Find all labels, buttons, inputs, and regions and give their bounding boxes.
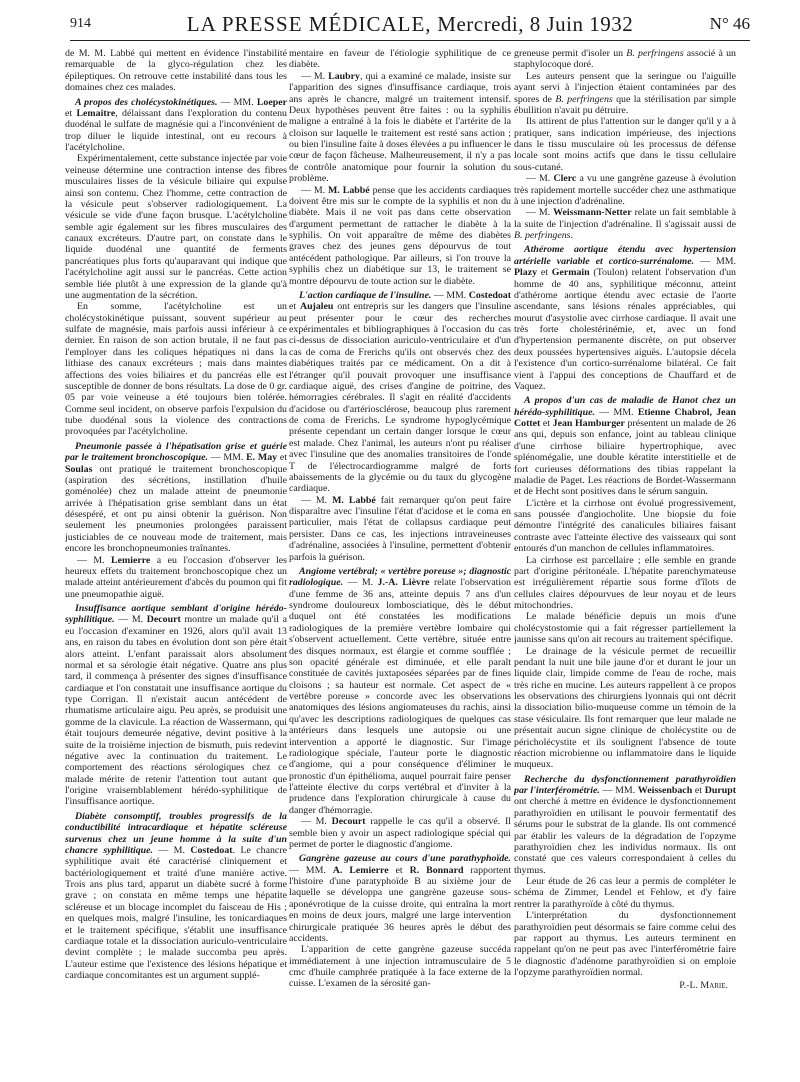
author-name: Weissmann-Netter	[553, 207, 632, 219]
author-name: Loeper	[256, 96, 287, 108]
body-text: (Toulon) relatent l'observation d'un homme de 40 ans, syphilitique méconnu, atteint d'athérome aortique étendu avec ectasie de l'aorte ascendante, sans lésions rénales appréciables, qui mourut d'asystolie avec cirrhose cardiaque. Il avait une très forte cholestérinémie, et, avec un fond d'hypertension permanente discrète, on put observer deux poussées hypertensives aiguës. L'autopsie décela l'existence d'un cortico-surrénalome bilatéral. Ce fait vient à l'appui des conceptions de Chauffard et de Vaquez.	[514, 267, 736, 392]
author-name: Etienne Chabrol, Jean Cottet	[514, 406, 736, 429]
header-rule	[70, 40, 750, 41]
author-name: Decourt	[331, 816, 366, 828]
report-title: Diabète consomptif, troubles progressifs de la conductibilité intracardiaque et hépatite scléreuse survenus chez un jeune homme à la suite d'un chancre syphilitique.	[65, 810, 287, 856]
paragraph	[65, 811, 287, 982]
issue-number: N° 46	[709, 14, 750, 33]
author-name: Lemierre	[111, 554, 151, 566]
paragraph	[289, 816, 511, 850]
body-text: L'apparition de cette gangrène gazeuse succéda immédiatement à une injection intramusculaire de 5 cmc d'huile camphrée pratiquée à la face externe de la cuisse. L'examen de la sérosité gan-	[289, 944, 511, 990]
column-2	[289, 48, 511, 1072]
body-text: et	[540, 418, 553, 429]
body-text: mentaire en faveur de l'étiologie syphilitique de ce diabète.	[289, 48, 511, 71]
body-text: — M.	[77, 554, 112, 566]
column-1	[65, 48, 287, 1072]
body-text: La cirrhose est parcellaire ; elle semble en grande part d'origine péritonéale. L'hépatite parenchymateuse est irrégulièrement répartie sous forme d'îlots de cellules claires dépourvues de leur noyau et de leurs mitochondries.	[514, 554, 736, 611]
body-text: — M.	[526, 207, 554, 219]
body-text: .	[570, 230, 573, 241]
body-text: associé à un staphylocoque doré.	[514, 48, 736, 71]
author-name: A. Lemierre	[332, 864, 389, 876]
paragraph	[514, 876, 736, 910]
report-title: Insuffisance aortique semblant d'origine hérédo-syphilitique.	[65, 603, 287, 626]
issue-date: Mercredi, 8 Juin 1932	[437, 12, 634, 36]
paragraph	[289, 944, 511, 990]
author-name: M. Labbé	[332, 494, 376, 506]
body-text: Ils attirent de plus l'attention sur le danger qu'il y a à pratiquer, sans indication impérieuse, des injections dans le tissu musculaire où les processus de défense locale sont moins actifs que dans le tissu cellulaire sous-cutané.	[514, 116, 736, 173]
paragraph	[514, 395, 736, 497]
paragraph	[65, 441, 287, 555]
body-text: — MM.	[289, 864, 333, 876]
author-name: Soulas	[65, 463, 93, 475]
paragraph	[65, 48, 287, 94]
body-text: L'interprétation du dysfonctionnement parathyroïdien peut désormais se faire comme celui des par rapport au thymus. Les auteurs terminent en rappelant qu'on ne peut pas avec l'interférométrie faire le diagnostic d'adénome parathyroïdien si on emploie l'opzyme parathyroïdien normal.	[514, 910, 736, 978]
body-text: P.-L. Marie.	[679, 980, 728, 992]
paragraph	[289, 48, 511, 71]
paragraph	[65, 153, 287, 301]
body-text: et	[388, 864, 410, 876]
body-text: , délaissant dans l'exploration du contenu duodénal le sulfate de magnésie qui a l'inconvénient de trop diluer le liquide intestinal, ont eu recours à l'acétylcholine.	[65, 107, 287, 153]
paragraph	[65, 555, 287, 601]
column-3	[514, 48, 736, 1072]
report-title: Athérome aortique étendu avec hypertension artérielle variable et cortico-surrénalome.	[514, 244, 736, 267]
author-name: R. Bonnard	[409, 864, 464, 876]
author-name: Decourt	[146, 614, 181, 626]
paragraph	[289, 185, 511, 287]
report-title: Recherche du dysfonctionnement parathyroïdien par l'interférométrie.	[514, 773, 736, 796]
body-text: — M.	[114, 614, 147, 626]
paragraph	[514, 116, 736, 173]
paragraph	[514, 611, 736, 645]
report-title: A propos des cholécystokinétiques.	[75, 96, 218, 108]
body-text: — M.	[152, 844, 191, 856]
paragraph	[289, 853, 511, 944]
paragraph	[514, 48, 736, 71]
author-name: Aujaleu	[299, 301, 334, 313]
species-name: B. perfringens	[514, 230, 571, 241]
body-text: — M.	[301, 70, 329, 82]
paragraph	[514, 244, 736, 392]
body-text: . Le chancre syphilitique avait été caractérisé cliniquement et bactériologiquement et traité d'une manière active. Trois ans plus tard, apparut un diabète sucré à forme grave ; on constata en même temps une hépatite scléreuse et un blocage incomplet du faisceau de His ; en quelques mois, malgré l'insuline, les tonicardiaques et le traitement spécifique, s'établit une insuffisance cardiaque totale et la dissociation auriculo-ventriculaire devint complète ; le malade succomba peu après. L'auteur estime que l'existence des lésions hépatique et cardiaque concomitantes est un argument supplé-	[65, 844, 287, 981]
paragraph	[514, 498, 736, 555]
author-name: Jean Hamburger	[552, 418, 625, 429]
report-title: L'action cardiaque de l'insuline.	[299, 289, 432, 301]
paragraph	[65, 301, 287, 438]
signature	[514, 980, 736, 991]
body-text: — M.	[526, 173, 554, 185]
body-text: fait remarquer qu'on peut faire disparaître avec l'insuline l'état d'acidose et le coma en particulier, mais l'état de collapsus cardiaque peut persister. Dans ce cas, les injections intraveineuses d'adrénaline, associées à l'insuline, permettent d'obtenir parfois la guérison.	[289, 494, 511, 563]
paragraph	[65, 603, 287, 808]
body-text: — MM.	[594, 406, 638, 418]
author-name: Germain	[551, 267, 590, 279]
page-number: 914	[70, 16, 91, 31]
body-text: montre un malade qu'il a eu l'occasion d'examiner en 1926, alors qu'il avait 13 ans, en raison du tabes en évolution dont son père était alors atteint. L'enfant paraissait alors absolument normal et sa sérologie était négative. Quatre ans plus tard, il commença à présenter des signes d'insuffisance cardiaque et l'on constatait une insuffisance aortique du type Corrigan. Il n'existait aucun antécédent de rhumatisme articulaire aigu. Peu après, se produisit une gomme de la clavicule. La réaction de Wassermann, qui était toujours demeurée négative, devint positive à la suite de la troisième injection de bismuth, puis redevint négative avec la continuation du traitement. Le comportement des réactions sérologiques chez ce malade mérite de retenir l'attention tout autant que l'origine vraisemblablement hérédo-syphilitique de l'insuffisance aortique.	[65, 614, 287, 808]
author-name: Weissenbach	[637, 785, 693, 796]
body-text: présentent un malade de 26 ans qui, depuis son enfance, joint au tableau clinique d'une cirrhose biliaire hypertrophique, avec splénomégalie, une double kératite interstitielle et de fort curieuses déformations des tibias rappelant la maladie de Paget. Les réactions de Bordet-Wassermann et de Hecht sont positives dans le sérum sanguin.	[514, 418, 736, 498]
body-text: a vu une gangrène gazeuse à évolution très rapidement mortelle succéder chez une asthmatique à une injection d'adrénaline.	[514, 173, 736, 207]
body-text: ont cherché à mettre en évidence le dysfonctionnement parathyroïdien en utilisant le pouvoir fermentatif des sérums pour le substrat de la glande. Ils ont commencé par établir les valeurs de la dégradation de l'opzyme parathyroïdien chez les individus normaux. Ils ont constaté que ces valeurs correspondaient à celles du thymus.	[514, 796, 736, 876]
body-text: Leur étude de 26 cas leur a permis de compléter le schéma de Zimmer, Lendel et Fehlow, et d'y faire rentrer la parathyroïde à côté du thymus.	[514, 876, 736, 910]
body-text: En somme, l'acétylcholine est un cholécystokinétique puissant, souvent supérieur au sulfate de magnésie, mais parfois aussi inférieur à ce dernier. En raison de son action brutale, il ne faut pas l'employer dans les coliques hépatiques ni dans la lithiase des canaux excréteurs ; mais dans maintes affections des voies biliaires et du pancréas elle est susceptible de donner de bons résultats. La dose de 0 gr. 05 par voie veineuse a été toujours bien tolérée. Comme seul incident, on observe parfois l'expulsion du tube duodénal sous la violence des contractions provoquées par l'acétylcholine.	[65, 301, 287, 438]
paragraph	[289, 71, 511, 185]
author-name: Costedoat	[468, 289, 511, 301]
author-name: J.-A. Lièvre	[377, 577, 430, 589]
author-name: M. Labbé	[328, 184, 370, 196]
body-text: et	[692, 785, 705, 796]
body-text: Les auteurs pensent que la seringue ou l'aiguille ayant servi à l'injection étaient contaminées par des spores de	[514, 70, 736, 105]
paragraph	[65, 97, 287, 154]
body-text: L'ictère et la cirrhose ont évolué progressivement, sans poussée d'angiocholite. Une biopsie du foie démontre l'intégrité des canalicules biliaires faisant contraste avec l'atteinte élective des vaisseaux qui sont entourés d'un manchon de cellules inflammatoires.	[514, 497, 736, 555]
report-title: A propos d'un cas de maladie de Hanot chez un hérédo-syphilitique.	[514, 395, 736, 418]
author-name: Costedoat	[190, 844, 233, 856]
paragraph	[514, 555, 736, 612]
body-text: ont entrepris sur les dangers que l'insuline peut présenter pour le cœur des recherches expérimentales et bibliographiques à l'occasion du cas ci-dessus de dissociation auriculo-ventriculaire et d'un cas de coma de Frerichs qu'ils ont observés chez des diabétiques traités par ce médicament. On a dit à l'étranger qu'il pouvait provoquer une insuffisance cardiaque aiguë, des crises d'angine de poitrine, des hémorragies cérébrales. Il s'agit en réalité d'accidents d'acidose ou d'artériosclérose, beaucoup plus rarement de coma de Frerichs. Le syndrome hypoglycémique présente cependant un certain danger lorsque le cœur est malade. Chez l'animal, les auteurs n'ont pu réaliser avec l'insuline que des anomalies transitoires de l'onde T de l'électrocardiogramme malgré de forts abaissements de la glycémie ou du taux du glycogène cardiaque.	[289, 301, 511, 495]
body-text: — MM.	[694, 255, 736, 267]
author-name: Laubry	[328, 70, 360, 82]
body-text: que la stérilisation par simple ébullition n'avait pu détruire.	[514, 93, 736, 116]
paragraph	[514, 646, 736, 771]
body-text: pense que les accidents cardiaques doivent être mis sur le compte de la syphilis et non du diabète. Mais il ne voit pas dans cette observation d'argument permettant de rattacher le diabète à la syphilis. On voit apparaître de même des diabètes graves chez des jeunes gens dépourvus de tout antécédent pathologique. Par ailleurs, si l'on trouve la syphilis chez un diabétique sur 13, le traitement se montre dépourvu de toute action sur le diabète.	[289, 184, 511, 287]
paragraph	[514, 910, 736, 978]
body-text: — MM.	[207, 452, 247, 464]
author-name: Clerc	[553, 173, 577, 185]
species-name: B. perfringens	[626, 48, 684, 59]
body-text: Expérimentalement, cette substance injectée par voie veineuse détermine une contraction intense des fibres musculaires lisses de la vésicule biliaire qui expulse ainsi son contenu. Chez l'homme, cette contraction de la vésicule peut s'observer radiologiquement. La vésicule se vide d'une façon brusque. L'acétylcholine semble agir également sur les fibres musculaires des canaux excréteurs. D'autre part, on constate dans le liquide duodénal une quantité de ferments pancréatiques plus forts qu'auparavant qui indique que l'acétylcholine agit aussi sur le pancréas. Cette action semble liée plutôt à une expression de la glande qu'à une augmentation de la sécrétion.	[65, 153, 287, 301]
body-text: — MM.	[431, 289, 469, 301]
paragraph	[514, 71, 736, 117]
body-text: greneuse permit d'isoler un	[514, 48, 627, 59]
body-text: et	[277, 452, 287, 464]
paragraph	[514, 173, 736, 207]
paragraph	[514, 207, 736, 241]
author-name: E. May	[246, 452, 278, 464]
body-text: a eu l'occasion d'observer les heureux effets du traitement bronchoscopique chez un malade atteint antérieurement d'abcès du poumon qui fit une pneumopathie aiguë.	[65, 554, 287, 600]
body-text: — M.	[301, 184, 329, 196]
body-text: de M. M. Labbé qui mettent en évidence l'instabilité remarquable de la glyco-régulation chez les épileptiques. On retrouve cette instabilité dans tous les domaines chez ces malades.	[65, 48, 287, 94]
running-header	[70, 12, 750, 38]
species-name: B. perfringens	[555, 93, 613, 105]
body-text: Le malade bénéficie depuis un mois d'une cholécystostomie qui a fait régresser partiellement la jaunisse sans qu'on ait recours au traitement spécifique.	[514, 611, 736, 646]
body-text: , qui a examiné ce malade, insiste sur l'apparition des signes d'insuffisance cardiaque, trois ans après le chancre, malgré un traitement intensif. Deux hypothèses peuvent être faites : ou la syphilis maligne a entraîné à la fois le diabète et l'artérite de la cloison sur laquelle le traitement est resté sans action ; ou bien l'insuline faite à doses élevées a pu influencer le cœur de façon fâcheuse. Malheureusement, il n'y a pas de contrôle anatomique pour fournir la solution du problème.	[289, 70, 511, 185]
report-title: Gangrène gazeuse au cours d'une parathyphoïde.	[299, 853, 511, 865]
author-name: Lemaitre	[76, 107, 116, 119]
body-text: rapportent l'histoire d'une paratyphoïde B au sixième jour de laquelle se développa une gangrène gazeuse sous-aponévrotique de la cuisse droite, qui entraîna la mort en moins de deux jours, malgré une large intervention chirurgicale pratiquée 36 heures après le début des accidents.	[289, 864, 511, 944]
body-text: — MM.	[217, 96, 257, 108]
author-name: Durupt	[704, 785, 736, 796]
author-name: Plazy	[514, 267, 538, 279]
body-text: — M.	[343, 577, 378, 589]
body-text: — M.	[301, 816, 332, 828]
paragraph	[289, 290, 511, 495]
body-text: — M.	[301, 494, 333, 506]
report-title: Pneumonie passée à l'hépatisation grise et guérie par le traitement bronchoscopique.	[65, 440, 287, 464]
body-text: relate un fait semblable à la suite de l'injection d'adrénaline. Il s'agissait aussi de	[514, 207, 736, 230]
body-text: et	[537, 267, 552, 279]
paragraph	[514, 774, 736, 876]
body-text: — MM.	[599, 785, 638, 796]
body-text: et	[65, 107, 77, 119]
report-title: Angiome vertébral; « vertèbre poreuse »; diagnostic radiologique.	[289, 565, 511, 589]
journal-name: LA PRESSE MÉDICALE,	[186, 12, 432, 36]
body-text: ont pratiqué le traitement bronchoscopique (aspiration des sécrétions, instillation d'huile goménolée) chez un malade atteint de pneumonie arrivée à l'hépatisation grise semblant dans un état désespéré, et ont pu ainsi obtenir la guérison. Non seulement les pneumonies prolongées paraissent justiciables de ce nouveau mode de traitement, mais encore les bronchopneumonies traînantes.	[65, 463, 287, 555]
paragraph	[289, 566, 511, 816]
body-text: relate l'observation d'une femme de 36 ans, atteinte depuis 7 ans d'un syndrome douloureux lombosciatique, dès le début duquel ont été constatées les modifications radiologiques de la première vertèbre lombaire qui s'observent actuellement. Cette vertèbre, située entre des disques normaux, est élargie et comme soufflée ; son opacité générale est diminuée, et elle paraît constituée de cavités juxtaposées séparées par de fines cloisons ; sa hauteur est normale. Cet aspect de « vertèbre poreuse » concorde avec les observations anatomiques des lésions angiomateuses du rachis, ainsi qu'avec les descriptions radiologiques de quelques cas antérieurs dans lesquels une autopsie ou une intervention a apporté le diagnostic. Sur l'image radiologique spéciale, l'auteur porte le diagnostic d'angiome, qui a pour conséquence d'éliminer le pronostic d'un épithélioma, auquel pourrait faire penser l'atteinte élective du corps vertébral et d'inviter à la prudence dans l'exploration chirurgicale à cause du danger d'hémorragie.	[289, 577, 511, 816]
body-text: et	[289, 301, 300, 313]
body-text: Le drainage de la vésicule permet de recueillir pendant la nuit une bile jaune d'or et durant le jour un liquide clair, limpide comme de l'eau de roche, mais très riche en mucine. Les auteurs rappellent à ce propos les observations des chirurgiens lyonnais qui ont décrit la dissociation bilio-muqueuse comme un témoin de la stase vésiculaire. Ils font remarquer que leur malade ne présentait aucun signe clinique de cholécystite ou de péricholécystite et ils soulignent l'absence de toute réaction microbienne ou inflammatoire dans le liquide muqueux.	[514, 645, 736, 771]
body-text: rappelle le cas qu'il a observé. Il semble bien y avoir un aspect radiologique spécial qui permet de porter le diagnostic d'angiome.	[289, 816, 511, 850]
journal-line	[70, 12, 750, 37]
paragraph	[289, 495, 511, 563]
